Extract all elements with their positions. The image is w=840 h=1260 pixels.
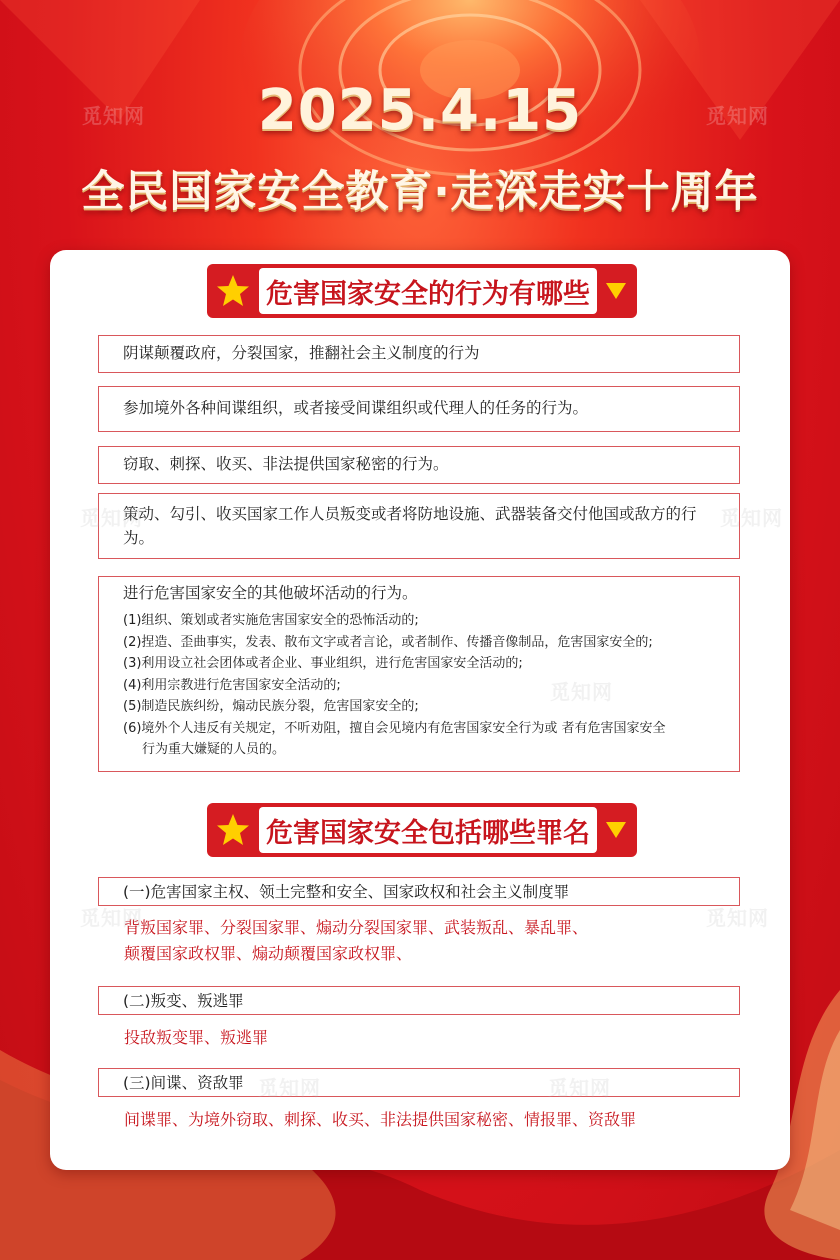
- crime-group-label: [98, 1068, 740, 1097]
- content-panel: [50, 250, 790, 1170]
- list-item: [98, 386, 740, 432]
- sub-list-item: 行为重大嫌疑的人员的。: [142, 742, 286, 757]
- section1-heading-text: 危害国家安全的行为有哪些: [259, 268, 597, 314]
- crime-group-label-text: (三)间谍、资敌罪: [123, 1074, 244, 1092]
- list-item-text: 参加境外各种间谍组织，或者接受间谍组织或代理人的任务的行为。: [123, 399, 589, 417]
- header-title: 全民国家安全教育·走深走实十周年: [81, 167, 759, 217]
- sub-list-item: (3)利用设立社会团体或者企业、事业组织，进行危害国家安全活动的;: [123, 656, 523, 671]
- list-item-text: 阴谋颠覆政府，分裂国家，推翻社会主义制度的行为: [123, 344, 480, 362]
- section2-heading: [207, 803, 637, 857]
- watermark: 觅知网: [706, 906, 769, 930]
- sub-list-item: (5)制造民族纠纷，煽动民族分裂，危害国家安全的;: [123, 699, 419, 714]
- watermark: 觅知网: [80, 506, 143, 530]
- sub-list-item: (6)境外个人违反有关规定，不听劝阻，擅自会见境内有危害国家安全行为或 者有危害国家安全: [123, 720, 666, 736]
- watermark: 觅知网: [82, 104, 145, 128]
- watermark: 觅知网: [80, 906, 143, 930]
- sub-list-item: (1)组织、策划或者实施危害国家安全的恐怖活动的;: [123, 613, 419, 628]
- sub-list: [99, 610, 739, 761]
- crime-line: 投敌叛变罪、叛逃罪: [124, 1028, 269, 1047]
- header-date: 2025.4.15: [257, 78, 583, 143]
- crime-line: 间谍罪、为境外窃取、刺探、收买、非法提供国家秘密、情报罪、资敌罪: [124, 1110, 637, 1129]
- list-item-text: 窃取、刺探、收买、非法提供国家秘密的行为。: [123, 455, 449, 473]
- triangle-down-icon: [605, 821, 627, 839]
- list-item: [98, 446, 740, 484]
- list-item-title: 进行危害国家安全的其他破坏活动的行为。: [123, 584, 418, 602]
- watermark: 觅知网: [706, 104, 769, 128]
- watermark: 觅知网: [548, 1076, 611, 1100]
- list-item: [98, 493, 740, 559]
- sub-list-item: (4)利用宗教进行危害国家安全活动的;: [123, 677, 341, 693]
- star-icon: [215, 812, 251, 848]
- crime-list: [124, 915, 744, 967]
- watermark: 觅知网: [720, 506, 783, 530]
- crime-line: 背叛国家罪、分裂国家罪、煽动分裂国家罪、武装叛乱、暴乱罪、: [124, 918, 589, 937]
- list-item: [98, 576, 740, 772]
- crime-list: [124, 1107, 744, 1133]
- sub-list-item: (2)捏造、歪曲事实，发表、散布文字或者言论，或者制作、传播音像制品，危害国家安全的;: [123, 634, 653, 650]
- section1-heading: [207, 264, 637, 318]
- crime-group-label-text: (一)危害国家主权、领土完整和安全、国家政权和社会主义制度罪: [123, 883, 570, 901]
- watermark: 觅知网: [258, 1076, 321, 1100]
- crime-list: [124, 1025, 744, 1051]
- crime-group-label: [98, 877, 740, 906]
- list-item-text: 策动、勾引、收买国家工作人员叛变或者将防地设施、武器装备交付他国或敌方的行为。: [123, 505, 697, 547]
- list-item: [98, 335, 740, 373]
- crime-line: 颠覆国家政权罪、煽动颠覆国家政权罪、: [124, 944, 413, 963]
- section2-heading-text: 危害国家安全包括哪些罪名: [259, 807, 597, 853]
- crime-group-label-text: (二)叛变、叛逃罪: [123, 992, 244, 1010]
- triangle-down-icon: [605, 282, 627, 300]
- star-icon: [215, 273, 251, 309]
- watermark: 觅知网: [550, 680, 613, 704]
- crime-group-label: [98, 986, 740, 1015]
